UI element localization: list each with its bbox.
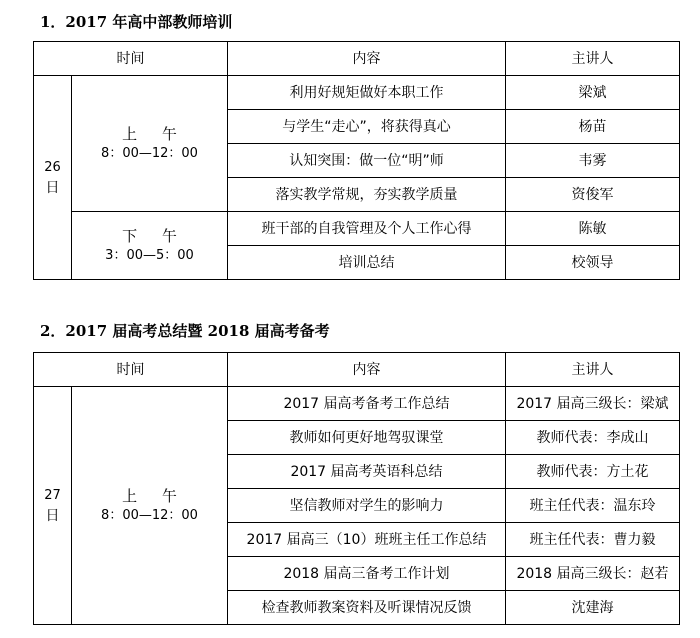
row-content: 2017 届高考备考工作总结 bbox=[228, 387, 506, 421]
table-row bbox=[34, 76, 680, 110]
header-speaker: 主讲人 bbox=[506, 42, 680, 76]
row-content: 利用好规矩做好本职工作 bbox=[228, 76, 506, 110]
session-time: 3：00—5：00 bbox=[105, 247, 194, 263]
section1-heading: 1．2017 年高中部教师培训 bbox=[40, 13, 233, 31]
row-speaker: 教师代表：方土花 bbox=[506, 455, 680, 489]
session-title: 上 午 bbox=[122, 486, 187, 505]
session-morning bbox=[72, 387, 228, 625]
session-title: 上 午 bbox=[122, 124, 187, 143]
row-speaker: 韦雾 bbox=[506, 144, 680, 178]
header-speaker: 主讲人 bbox=[506, 353, 680, 387]
header-time: 时间 bbox=[34, 42, 228, 76]
date-cell bbox=[34, 387, 72, 625]
row-content: 2017 届高三（10）班班主任工作总结 bbox=[228, 523, 506, 557]
date-number: 27 bbox=[44, 487, 61, 503]
row-content: 与学生“走心”，将获得真心 bbox=[228, 110, 506, 144]
date-unit: 日 bbox=[45, 507, 60, 524]
row-content: 认知突围：做一位“明”师 bbox=[228, 144, 506, 178]
session-time: 8：00—12：00 bbox=[101, 145, 198, 161]
review-schedule-table bbox=[33, 352, 680, 625]
header-content: 内容 bbox=[228, 42, 506, 76]
row-speaker: 沈建海 bbox=[506, 591, 680, 625]
row-content: 教师如何更好地驾驭课堂 bbox=[228, 421, 506, 455]
row-speaker: 杨苗 bbox=[506, 110, 680, 144]
row-content: 落实教学常规，夯实教学质量 bbox=[228, 178, 506, 212]
row-content: 2017 届高考英语科总结 bbox=[228, 455, 506, 489]
row-content: 检查教师教案资料及听课情况反馈 bbox=[228, 591, 506, 625]
session-title: 下 午 bbox=[122, 226, 187, 245]
row-content: 培训总结 bbox=[228, 246, 506, 280]
header-time: 时间 bbox=[34, 353, 228, 387]
date-number: 26 bbox=[44, 159, 61, 175]
row-content: 2018 届高三备考工作计划 bbox=[228, 557, 506, 591]
section2-heading: 2．2017 届高考总结暨 2018 届高考备考 bbox=[40, 322, 330, 340]
row-speaker: 班主任代表：曹力毅 bbox=[506, 523, 680, 557]
table-header-row bbox=[34, 353, 680, 387]
row-speaker: 资俊军 bbox=[506, 178, 680, 212]
date-cell bbox=[34, 76, 72, 280]
row-content: 坚信教师对学生的影响力 bbox=[228, 489, 506, 523]
table-row bbox=[34, 387, 680, 421]
date-unit: 日 bbox=[45, 179, 60, 196]
training-schedule-table bbox=[33, 41, 680, 280]
row-content: 班干部的自我管理及个人工作心得 bbox=[228, 212, 506, 246]
row-speaker: 班主任代表：温东玲 bbox=[506, 489, 680, 523]
session-morning bbox=[72, 76, 228, 212]
row-speaker: 教师代表：李成山 bbox=[506, 421, 680, 455]
row-speaker: 2017 届高三级长：梁斌 bbox=[506, 387, 680, 421]
table-header-row bbox=[34, 42, 680, 76]
row-speaker: 校领导 bbox=[506, 246, 680, 280]
table-row bbox=[34, 212, 680, 246]
row-speaker: 陈敏 bbox=[506, 212, 680, 246]
session-afternoon bbox=[72, 212, 228, 280]
header-content: 内容 bbox=[228, 353, 506, 387]
session-time: 8：00—12：00 bbox=[101, 507, 198, 523]
row-speaker: 梁斌 bbox=[506, 76, 680, 110]
row-speaker: 2018 届高三级长：赵若 bbox=[506, 557, 680, 591]
